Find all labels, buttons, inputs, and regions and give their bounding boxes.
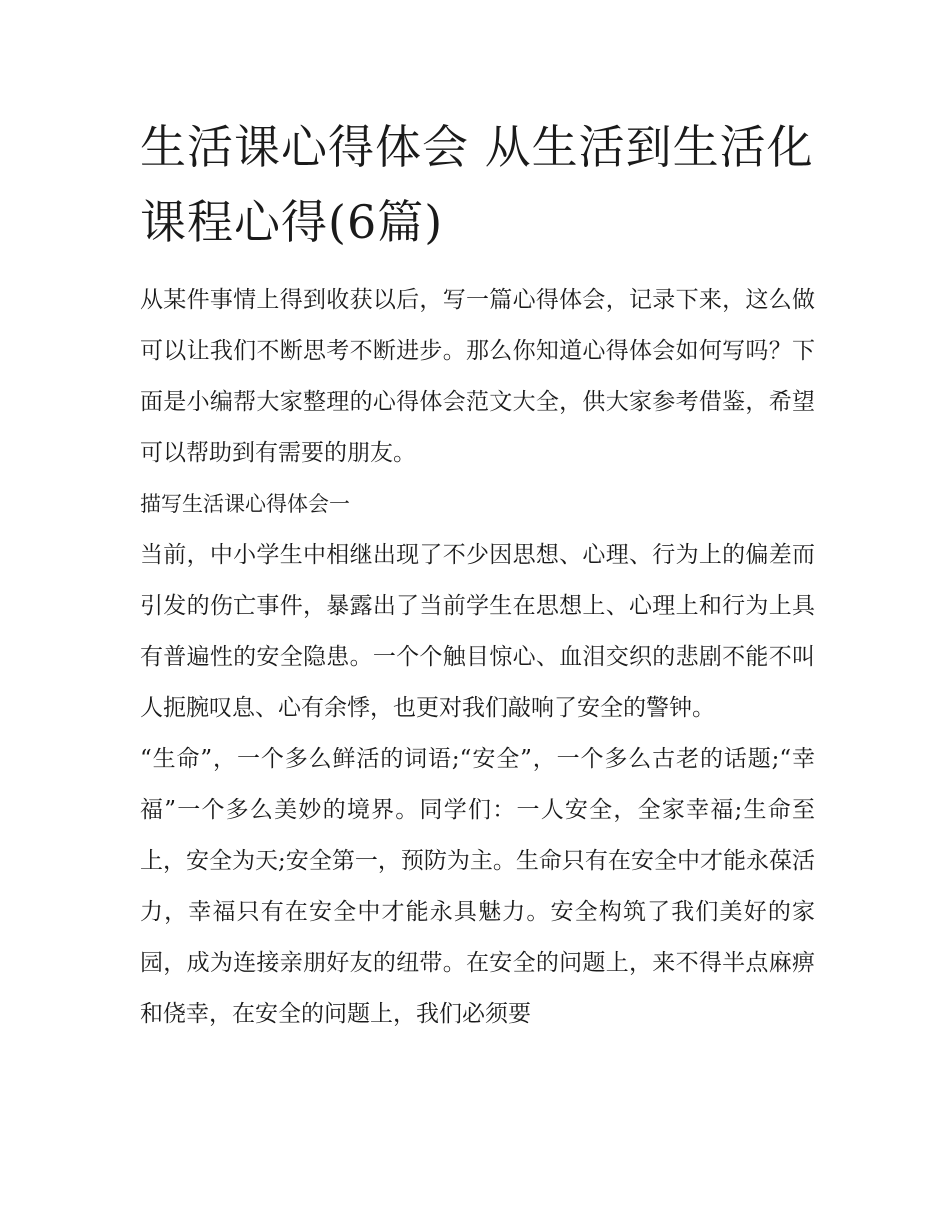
body-paragraph-1: 当前，中小学生中相继出现了不少因思想、心理、行为上的偏差而引发的伤亡事件，暴露出了当前学生在思想上、心理上和行为上具有普遍性的安全隐患。一个个触目惊心、血泪交织的悲剧不能不叫人扼腕叹息、心有余悸，也更对我们敲响了安全的警钟。 <box>140 542 815 721</box>
body-paragraph-2: “生命”，一个多么鲜活的词语;“安全”，一个多么古老的话题;“幸福”一个多么美妙的境界。同学们：一人安全，全家幸福;生命至上，安全为天;安全第一，预防为主。生命只有在安全中才能永葆活力，幸福只有在安全中才能永具魅力。安全构筑了我们美好的家园，成为连接亲朋好友的纽带。在安全的问题上，来不得半点麻痹和侥幸，在安全的问题上，我们必须要 <box>140 746 815 1027</box>
document-body <box>140 275 815 1040</box>
intro-paragraph: 从某件事情上得到收获以后，写一篇心得体会，记录下来，这么做可以让我们不断思考不断进步。那么你知道心得体会如何写吗？下面是小编帮大家整理的心得体会范文大全，供大家参考借鉴，希望可以帮助到有需要的朋友。 <box>140 287 815 466</box>
document-title: 生活课心得体会 从生活到生活化课程心得(6篇) <box>140 120 814 249</box>
section-heading: 描写生活课心得体会一 <box>140 492 350 516</box>
